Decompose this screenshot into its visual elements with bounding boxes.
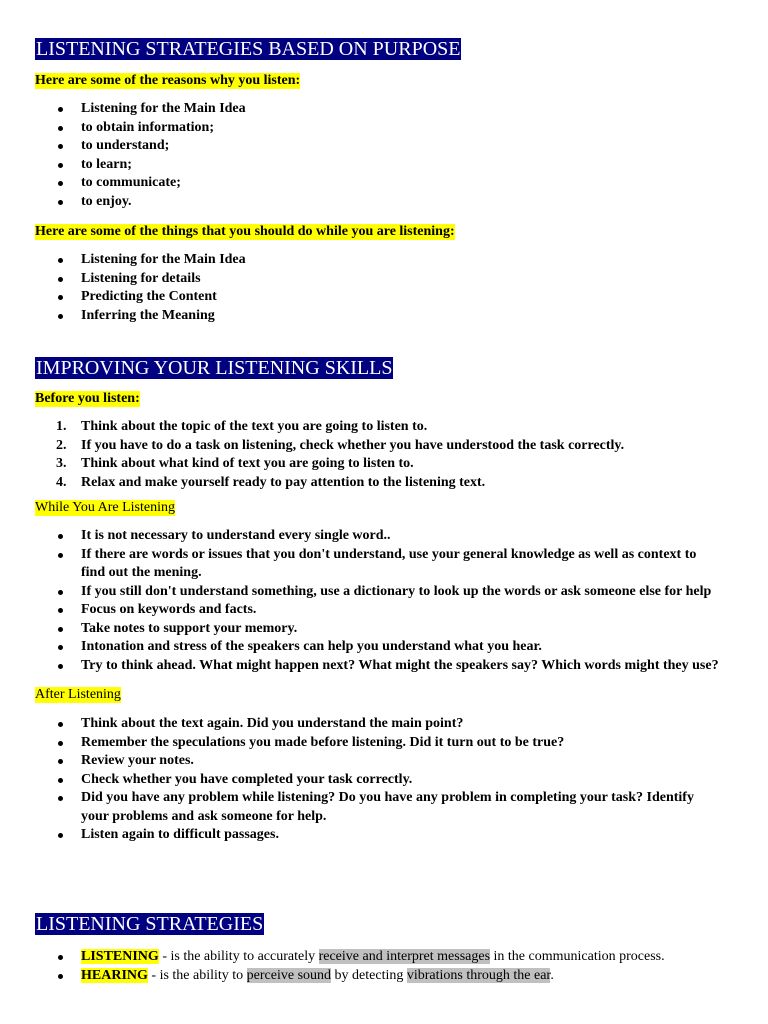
bullet-icon — [58, 126, 63, 131]
after-list — [0, 715, 768, 845]
list-item: to enjoy. — [0, 193, 721, 212]
bullet-icon — [58, 974, 63, 979]
bullet-icon — [58, 778, 63, 783]
term-listening: LISTENING — [81, 949, 159, 964]
bullet-icon — [58, 181, 63, 186]
list-item: Check whether you have completed your task correctly. — [0, 771, 721, 790]
bullet-icon — [58, 258, 63, 263]
list-item: Listening for the Main Idea — [0, 100, 721, 119]
list-item: 2. If you have to do a task on listening, check whether you have understood the task correctly. — [56, 437, 625, 453]
bullet-icon — [58, 295, 63, 300]
subhead-before: Before you listen: — [35, 391, 140, 406]
list-item: Review your notes. — [0, 752, 721, 771]
bullet-icon — [58, 144, 63, 149]
section-title-purpose: LISTENING STRATEGIES BASED ON PURPOSE — [36, 38, 461, 60]
bullet-icon — [58, 955, 63, 960]
bullet-icon — [58, 200, 63, 205]
highlight-vibrations: vibrations through the ear — [406, 967, 551, 983]
list-item: Listening for the Main Idea — [0, 251, 721, 270]
bullet-icon — [58, 741, 63, 746]
bullet-icon — [58, 627, 63, 632]
list-item: Think about the text again. Did you understand the main point? — [0, 715, 721, 734]
definition-hearing: HEARING - is the ability to perceive sound by detecting vibrations through the ear. — [0, 967, 721, 986]
bullet-icon — [58, 664, 63, 669]
bullet-icon — [58, 553, 63, 558]
bullet-icon — [58, 277, 63, 282]
bullet-icon — [58, 314, 63, 319]
subhead-while: While You Are Listening — [35, 500, 175, 515]
list-item: Listen again to difficult passages. — [0, 826, 721, 845]
list-item: It is not necessary to understand every single word.. — [0, 527, 721, 546]
things-list — [0, 251, 768, 325]
bullet-icon — [58, 590, 63, 595]
list-item: to understand; — [0, 137, 721, 156]
list-item: to obtain information; — [0, 119, 721, 138]
bullet-icon — [58, 722, 63, 727]
list-item: If you still don't understand something, use a dictionary to look up the words or ask someone else for help — [0, 583, 721, 602]
list-item: to learn; — [0, 156, 721, 175]
bullet-icon — [58, 608, 63, 613]
subhead-things: Here are some of the things that you should do while you are listening: — [35, 224, 455, 239]
list-item: If there are words or issues that you don't understand, use your general knowledge as well as context to find out the mening. — [0, 546, 721, 583]
list-item: Inferring the Meaning — [0, 307, 721, 326]
bullet-icon — [58, 833, 63, 838]
list-item: Intonation and stress of the speakers can help you understand what you hear. — [0, 638, 721, 657]
highlight-perceive: perceive sound — [246, 967, 332, 983]
subhead-reasons: Here are some of the reasons why you listen: — [35, 73, 301, 88]
list-item: Take notes to support your memory. — [0, 620, 721, 639]
definition-listening: LISTENING - is the ability to accurately receive and interpret messages in the communication process. — [0, 948, 721, 967]
subhead-after: After Listening — [35, 687, 121, 702]
list-item: Try to think ahead. What might happen next? What might the speakers say? Which words might they use? — [0, 657, 721, 676]
section-title-strategies: LISTENING STRATEGIES — [36, 913, 264, 935]
section-title-improving: IMPROVING YOUR LISTENING SKILLS — [36, 357, 393, 379]
reasons-list — [0, 100, 768, 211]
bullet-icon — [58, 534, 63, 539]
bullet-icon — [58, 759, 63, 764]
bullet-icon — [58, 796, 63, 801]
bullet-icon — [58, 163, 63, 168]
list-item: Predicting the Content — [0, 288, 721, 307]
list-item: Focus on keywords and facts. — [0, 601, 721, 620]
list-item: 1. Think about the topic of the text you are going to listen to. — [56, 419, 428, 434]
list-item: Listening for details — [0, 270, 721, 289]
list-item: Did you have any problem while listening? Do you have any problem in completing your task? Identify your problems and ask someone for help. — [0, 789, 721, 826]
bullet-icon — [58, 107, 63, 112]
bullet-icon — [58, 645, 63, 650]
list-item: Remember the speculations you made before listening. Did it turn out to be true? — [0, 734, 721, 753]
list-item: to communicate; — [0, 174, 721, 193]
list-item: 3. Think about what kind of text you are going to listen to. — [56, 456, 414, 471]
highlight-receive: receive and interpret messages — [318, 949, 491, 964]
while-list — [0, 527, 768, 675]
term-hearing: HEARING — [81, 967, 148, 983]
list-item: 4. Relax and make yourself ready to pay attention to the listening text. — [56, 474, 486, 490]
before-list — [0, 418, 768, 492]
definitions-list — [0, 948, 768, 985]
